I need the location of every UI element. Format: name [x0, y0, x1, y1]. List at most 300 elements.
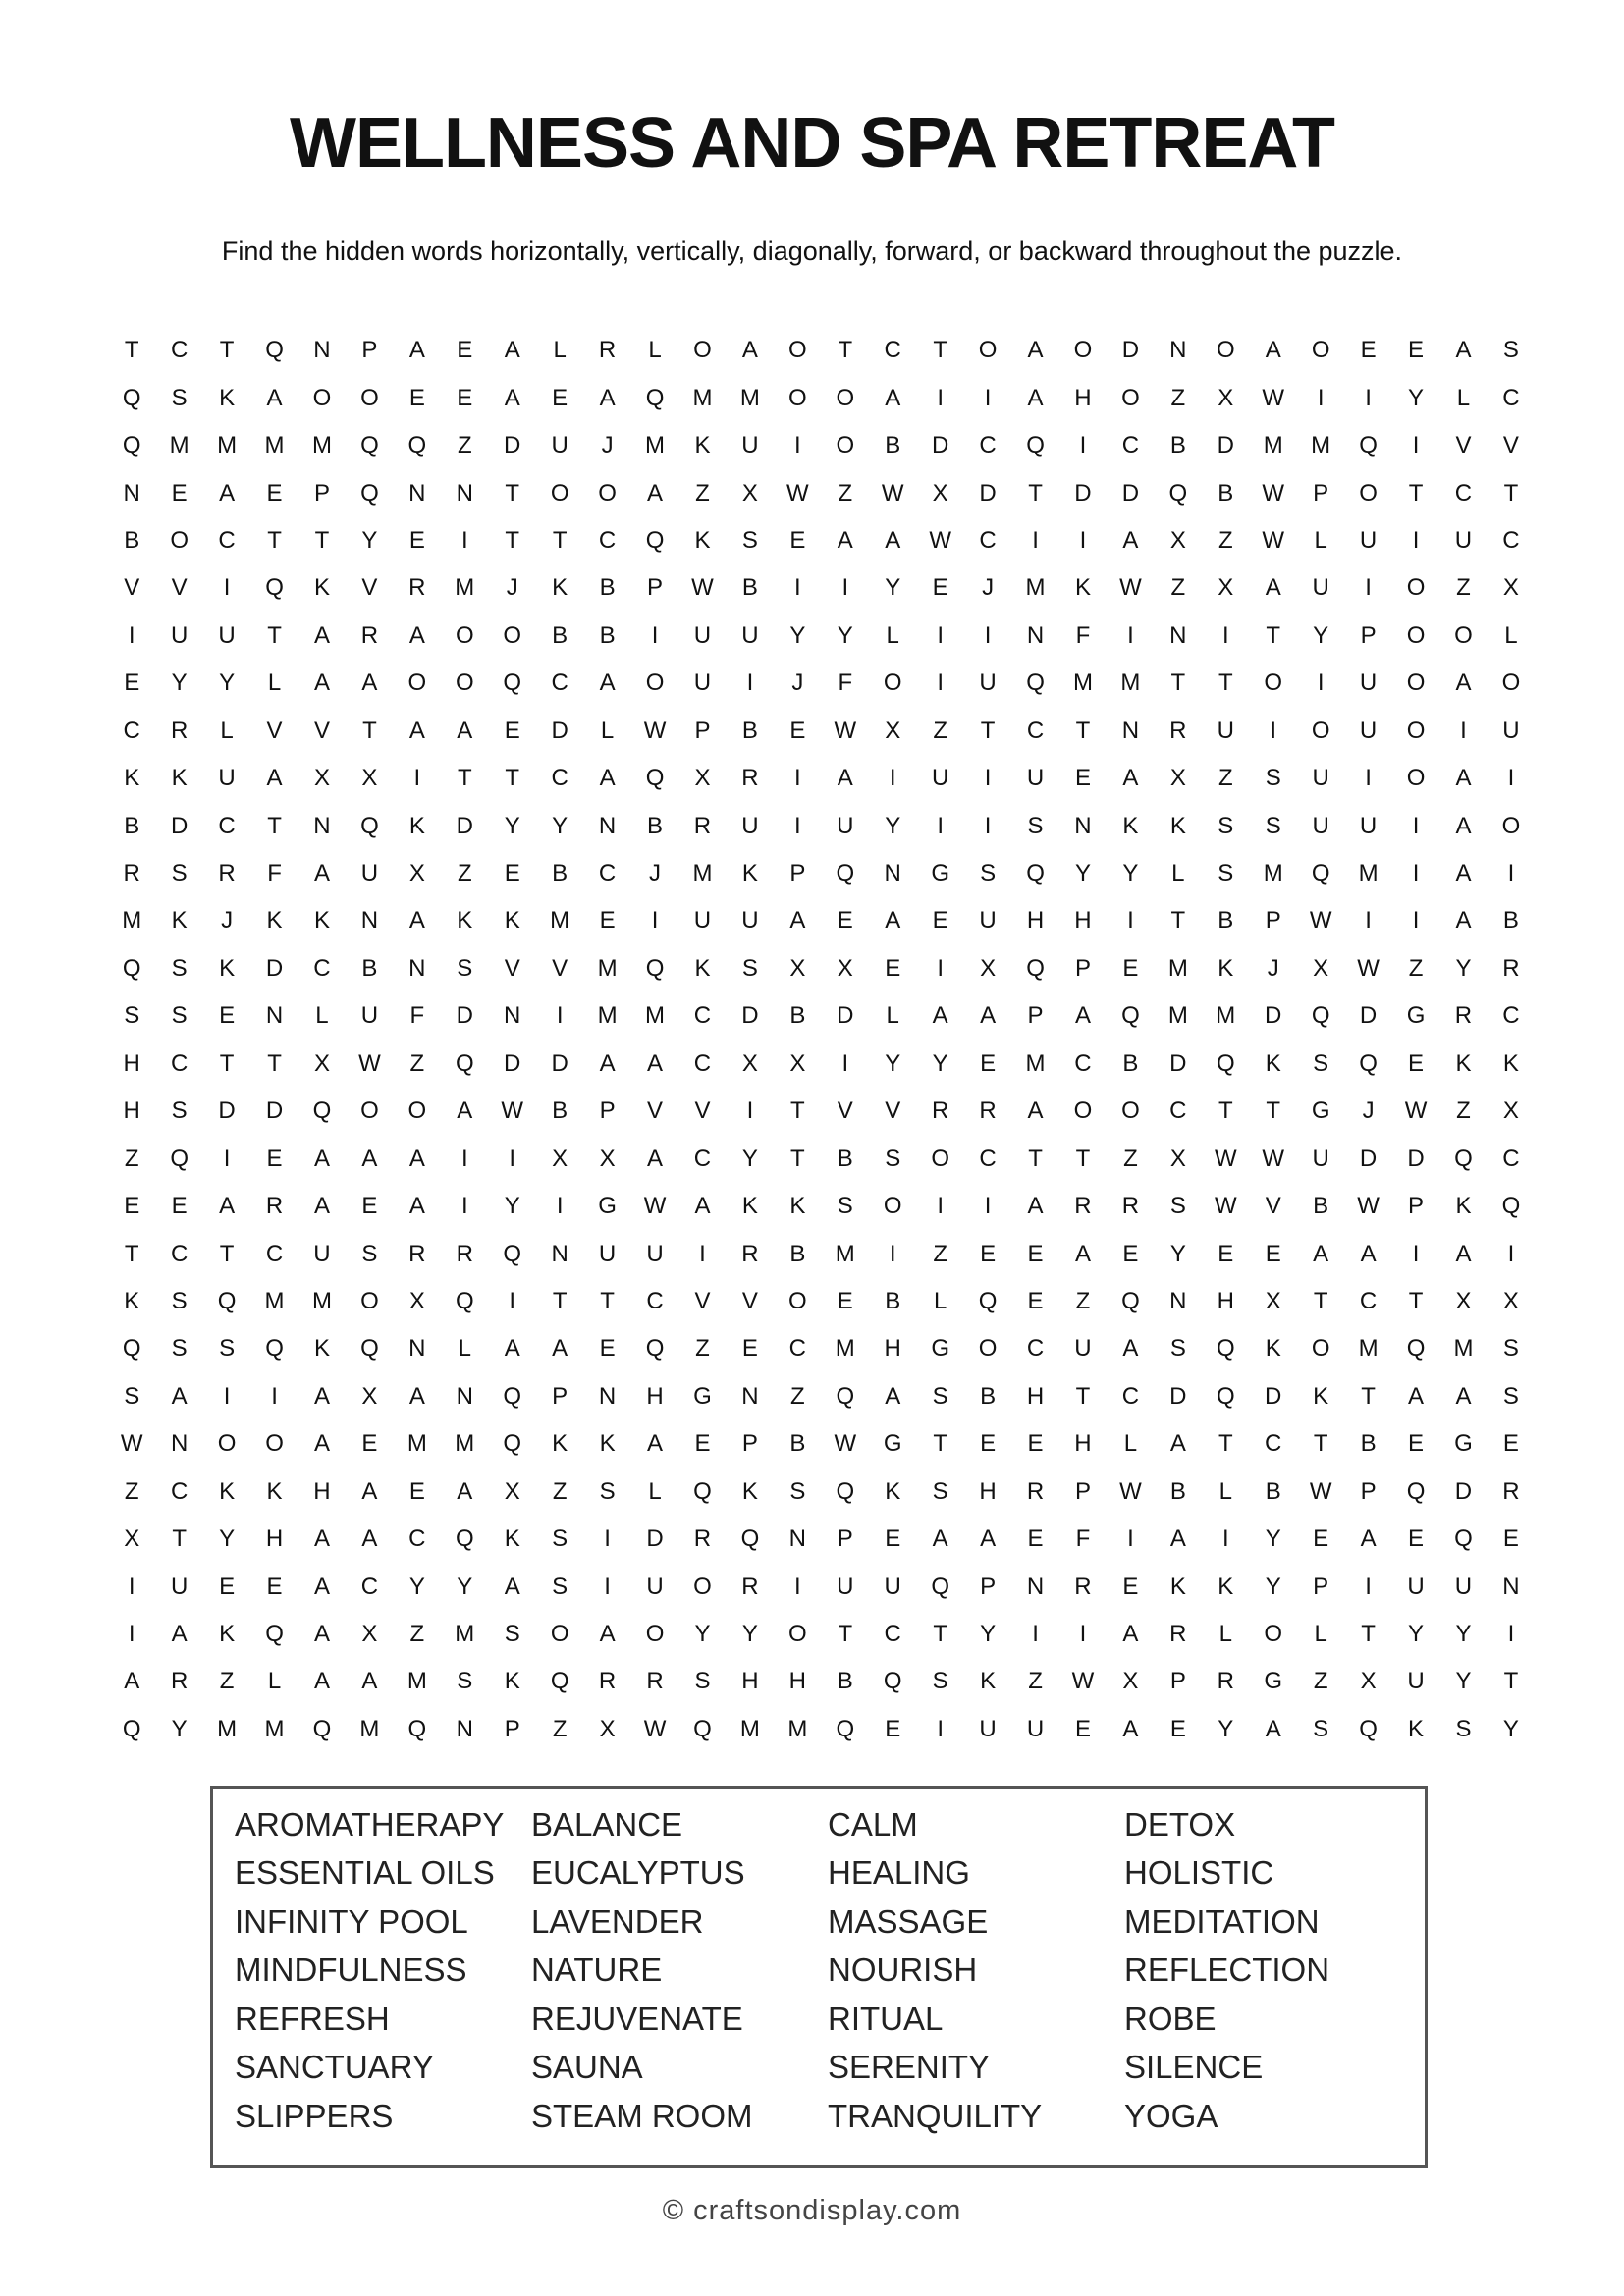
footer-credit: © craftsondisplay.com [662, 2195, 962, 2226]
grid-letter: Q [503, 1430, 522, 1458]
grid-letter: A [1027, 337, 1044, 364]
grid-letter: I [1221, 621, 1229, 649]
grid-letter: B [124, 526, 140, 554]
grid-letter: B [599, 621, 616, 649]
grid-letter: W [358, 1049, 381, 1077]
grid-letter: E [457, 384, 473, 411]
grid-letter: U [1312, 1145, 1329, 1172]
grid-letter: S [171, 954, 188, 982]
grid-letter: O [1406, 669, 1426, 697]
grid-letter: O [550, 1621, 569, 1648]
grid-letter: N [551, 1240, 568, 1267]
grid-letter: A [1265, 574, 1281, 602]
grid-letter: O [645, 669, 665, 697]
grid-letter: A [647, 1430, 664, 1458]
grid-letter: C [788, 1335, 807, 1362]
grid-letter: X [361, 1621, 378, 1648]
grid-letter: Z [124, 1145, 139, 1172]
grid-letter: C [170, 1240, 189, 1267]
grid-letter: R [123, 860, 140, 887]
grid-letter: I [460, 1145, 468, 1172]
grid-letter: S [837, 1193, 853, 1220]
grid-letter: M [311, 432, 332, 459]
grid-letter: Q [265, 337, 284, 364]
grid-letter: S [1313, 1715, 1329, 1742]
grid-letter: H [741, 1668, 759, 1695]
grid-letter: X [408, 860, 425, 887]
grid-letter: S [124, 1002, 140, 1030]
grid-letter: W [786, 479, 809, 507]
grid-letter: Q [836, 1715, 855, 1742]
grid-letter: Z [1456, 1097, 1471, 1125]
grid-letter: E [1027, 1287, 1044, 1314]
grid-letter: W [834, 1430, 857, 1458]
grid-letter: N [1026, 1573, 1045, 1600]
grid-letter: I [1507, 1621, 1515, 1648]
grid-letter: D [1121, 479, 1140, 507]
grid-letter: Q [407, 432, 427, 459]
grid-letter: A [408, 1382, 425, 1410]
grid-letter: Q [1454, 1525, 1473, 1553]
grid-letter: U [598, 1240, 617, 1267]
grid-letter: E [741, 1335, 758, 1362]
grid-letter: E [1074, 765, 1091, 792]
grid-letter: P [789, 860, 806, 887]
grid-letter: W [643, 1193, 667, 1220]
grid-letter: Q [1406, 1335, 1426, 1362]
grid-letter: E [1122, 1573, 1139, 1600]
grid-letter: M [692, 384, 713, 411]
grid-letter: I [604, 1573, 611, 1600]
grid-letter: I [984, 765, 992, 792]
grid-letter: U [1407, 1573, 1425, 1600]
grid-letter: S [552, 1573, 568, 1600]
grid-letter: O [1121, 1097, 1140, 1125]
grid-letter: I [1460, 717, 1467, 744]
grid-letter: S [1502, 1382, 1519, 1410]
grid-letter: B [741, 574, 758, 602]
grid-letter: Q [455, 1287, 474, 1314]
grid-letter: M [217, 432, 238, 459]
grid-letter: S [457, 954, 473, 982]
grid-letter: I [937, 1193, 944, 1220]
grid-letter: E [219, 1002, 236, 1030]
grid-letter: A [313, 1668, 330, 1695]
grid-letter: Q [360, 1335, 379, 1362]
grid-letter: U [979, 1715, 997, 1742]
grid-letter: G [1311, 1097, 1330, 1125]
grid-letter: D [1217, 432, 1234, 459]
grid-letter: E [408, 384, 425, 411]
grid-letter: K [1218, 1573, 1234, 1600]
grid-letter: E [457, 337, 473, 364]
grid-letter: W [929, 526, 951, 554]
word-list-item: AROMATHERAPY [235, 1805, 505, 1842]
grid-letter: R [1502, 1477, 1520, 1505]
grid-letter: P [647, 574, 664, 602]
grid-letter: X [1218, 384, 1234, 411]
grid-letter: D [646, 1525, 664, 1553]
grid-letter: I [223, 1145, 231, 1172]
grid-letter: P [1408, 1193, 1425, 1220]
grid-letter: Z [457, 432, 472, 459]
grid-letter: B [837, 1145, 853, 1172]
grid-letter: G [1406, 1002, 1426, 1030]
grid-letter: L [267, 1668, 282, 1695]
grid-letter: M [264, 1287, 285, 1314]
grid-letter: P [361, 337, 378, 364]
word-search-grid [108, 327, 1535, 1753]
grid-letter: M [1120, 669, 1141, 697]
grid-letter: Q [645, 1335, 665, 1362]
grid-letter: V [694, 1097, 711, 1125]
word-list-item: SERENITY [828, 2049, 991, 2086]
grid-letter: E [599, 907, 616, 934]
grid-letter: T [838, 337, 853, 364]
grid-letter: M [1311, 432, 1331, 459]
grid-letter: U [218, 621, 236, 649]
grid-letter: K [1455, 1193, 1472, 1220]
grid-letter: U [1312, 765, 1329, 792]
grid-letter: Y [1455, 954, 1472, 982]
grid-letter: E [980, 1240, 997, 1267]
grid-letter: W [1262, 526, 1285, 554]
grid-letter: Y [980, 1621, 997, 1648]
grid-letter: Y [408, 1573, 425, 1600]
grid-letter: C [1169, 1097, 1187, 1125]
grid-letter: Y [1455, 1668, 1472, 1695]
grid-letter: I [794, 574, 801, 602]
grid-letter: B [837, 1668, 853, 1695]
grid-letter: I [984, 812, 992, 839]
grid-letter: Y [219, 1525, 236, 1553]
grid-letter: A [599, 765, 616, 792]
grid-letter: I [1365, 907, 1372, 934]
grid-letter: E [599, 1335, 616, 1362]
grid-letter: K [266, 907, 283, 934]
grid-letter: J [982, 574, 995, 602]
grid-letter: A [504, 1573, 520, 1600]
grid-letter: X [980, 954, 997, 982]
grid-letter: I [794, 812, 801, 839]
word-list-item: TRANQUILITY [828, 2097, 1043, 2134]
grid-letter: K [741, 860, 758, 887]
grid-letter: V [837, 1097, 853, 1125]
grid-letter: T [1266, 621, 1281, 649]
grid-letter: K [1169, 812, 1186, 839]
grid-letter: Y [1265, 1525, 1281, 1553]
grid-letter: X [313, 1049, 330, 1077]
grid-letter: M [597, 954, 618, 982]
grid-letter: O [503, 621, 522, 649]
grid-letter: T [1170, 907, 1186, 934]
grid-letter: T [505, 526, 520, 554]
grid-letter: Y [1408, 384, 1425, 411]
grid-letter: J [601, 432, 614, 459]
grid-letter: M [1072, 669, 1093, 697]
grid-letter: T [1361, 1382, 1376, 1410]
grid-letter: P [1074, 1477, 1091, 1505]
grid-letter: Y [885, 1049, 901, 1077]
grid-letter: N [1074, 812, 1092, 839]
grid-letter: K [1265, 1049, 1281, 1077]
grid-letter: Q [1026, 860, 1045, 887]
grid-letter: N [1121, 717, 1140, 744]
grid-letter: U [837, 1573, 854, 1600]
grid-letter: O [1311, 1335, 1330, 1362]
grid-letter: A [408, 907, 425, 934]
grid-letter: W [1119, 574, 1142, 602]
grid-letter: Y [1502, 1715, 1519, 1742]
grid-letter: F [1075, 621, 1091, 649]
grid-letter: R [1074, 1573, 1092, 1600]
grid-letter: E [837, 1287, 853, 1314]
grid-letter: V [266, 717, 283, 744]
word-list-item: MASSAGE [828, 1902, 989, 1940]
grid-letter: H [123, 1097, 140, 1125]
grid-letter: A [1455, 812, 1472, 839]
grid-letter: A [313, 621, 330, 649]
word-list-item: ROBE [1124, 2000, 1217, 2037]
grid-letter: R [741, 1240, 759, 1267]
grid-letter: W [1309, 1477, 1332, 1505]
grid-letter: Y [219, 669, 236, 697]
grid-letter: R [598, 337, 617, 364]
grid-letter: C [1454, 479, 1473, 507]
grid-letter: I [889, 765, 896, 792]
word-list-item: HEALING [828, 1854, 970, 1892]
grid-letter: L [267, 669, 282, 697]
grid-letter: A [1122, 765, 1139, 792]
grid-letter: Z [1075, 1287, 1091, 1314]
grid-letter: V [171, 574, 188, 602]
grid-letter: A [1455, 669, 1472, 697]
grid-letter: Z [695, 1335, 710, 1362]
grid-letter: T [1028, 1145, 1043, 1172]
grid-letter: B [1502, 907, 1519, 934]
grid-letter: T [1313, 1287, 1328, 1314]
grid-letter: N [456, 479, 473, 507]
grid-letter: A [504, 384, 520, 411]
grid-letter: E [219, 1573, 236, 1600]
grid-letter: Q [693, 1477, 712, 1505]
grid-letter: Q [836, 1382, 855, 1410]
grid-letter: O [1406, 574, 1426, 602]
grid-letter: S [171, 860, 188, 887]
grid-letter: Z [124, 1477, 139, 1505]
grid-letter: H [123, 1049, 140, 1077]
grid-letter: O [1501, 669, 1521, 697]
grid-letter: W [120, 1430, 143, 1458]
grid-letter: R [170, 1668, 189, 1695]
grid-letter: N [456, 1715, 473, 1742]
grid-letter: B [885, 432, 901, 459]
grid-letter: U [646, 1573, 664, 1600]
grid-letter: Q [407, 1715, 427, 1742]
grid-letter: F [267, 860, 282, 887]
grid-letter: K [599, 1430, 616, 1458]
grid-letter: Y [552, 812, 568, 839]
grid-letter: A [408, 1145, 425, 1172]
grid-letter: A [1455, 860, 1472, 887]
word-list-item: REFLECTION [1124, 1951, 1330, 1989]
word-list-item: NATURE [531, 1951, 663, 1989]
grid-letter: P [1360, 621, 1377, 649]
grid-letter: Q [503, 669, 522, 697]
grid-letter: W [1214, 1145, 1237, 1172]
grid-letter: Q [1359, 432, 1378, 459]
grid-letter: T [933, 1430, 947, 1458]
grid-letter: H [884, 1335, 901, 1362]
grid-letter: U [1502, 717, 1520, 744]
grid-letter: S [599, 1477, 616, 1505]
grid-letter: X [741, 1049, 758, 1077]
grid-letter: B [1169, 432, 1186, 459]
grid-letter: D [1074, 479, 1092, 507]
grid-letter: A [885, 526, 901, 554]
grid-letter: W [1262, 1145, 1285, 1172]
grid-letter: O [360, 384, 379, 411]
grid-letter: A [266, 765, 283, 792]
grid-letter: P [1074, 954, 1091, 982]
grid-letter: U [1359, 812, 1378, 839]
grid-letter: U [741, 432, 759, 459]
grid-letter: B [1218, 479, 1234, 507]
grid-letter: I [1079, 1621, 1087, 1648]
grid-letter: W [1262, 479, 1285, 507]
grid-letter: T [790, 1097, 805, 1125]
grid-letter: E [980, 1049, 997, 1077]
grid-letter: D [1265, 1382, 1282, 1410]
grid-letter: T [267, 1049, 282, 1077]
grid-letter: L [315, 1002, 329, 1030]
grid-letter: C [979, 526, 997, 554]
grid-letter: N [1502, 1573, 1520, 1600]
grid-letter: M [739, 384, 760, 411]
grid-letter: Y [741, 1145, 758, 1172]
grid-letter: N [884, 860, 901, 887]
grid-letter: B [789, 1002, 806, 1030]
grid-letter: V [1502, 432, 1519, 459]
grid-letter: T [1503, 1668, 1519, 1695]
grid-letter: D [265, 1097, 284, 1125]
grid-letter: F [1075, 1525, 1091, 1553]
grid-letter: O [1406, 765, 1426, 792]
grid-letter: A [1265, 1715, 1281, 1742]
grid-letter: C [979, 1145, 997, 1172]
grid-letter: Q [455, 1049, 474, 1077]
word-list-item: REJUVENATE [531, 2000, 743, 2037]
grid-letter: A [361, 1145, 378, 1172]
grid-letter: U [1359, 669, 1378, 697]
grid-letter: K [219, 384, 236, 411]
grid-letter: C [598, 526, 617, 554]
grid-letter: Q [931, 1573, 949, 1600]
grid-letter: K [980, 1668, 997, 1695]
grid-letter: S [932, 1477, 948, 1505]
grid-letter: C [408, 1525, 426, 1553]
grid-letter: K [1218, 954, 1234, 982]
grid-letter: S [171, 1335, 188, 1362]
grid-letter: E [885, 1525, 901, 1553]
grid-letter: R [265, 1193, 284, 1220]
grid-letter: A [1360, 1525, 1377, 1553]
grid-letter: X [361, 765, 378, 792]
grid-letter: V [1265, 1193, 1281, 1220]
grid-letter: O [1454, 621, 1473, 649]
grid-letter: Q [645, 954, 665, 982]
grid-letter: P [837, 1525, 853, 1553]
grid-letter: T [1218, 1430, 1233, 1458]
grid-letter: B [885, 1287, 901, 1314]
grid-letter: X [361, 1382, 378, 1410]
grid-letter: A [1074, 1240, 1091, 1267]
grid-letter: Q [1026, 669, 1045, 697]
grid-letter: O [1264, 669, 1283, 697]
grid-letter: X [552, 1145, 568, 1172]
grid-letter: G [883, 1430, 902, 1458]
grid-letter: P [1027, 1002, 1044, 1030]
grid-letter: A [1122, 1335, 1139, 1362]
instructions-text: Find the hidden words horizontally, vertically, diagonally, forward, or backward throughout the puzzle. [221, 237, 1403, 266]
grid-letter: T [1313, 1430, 1328, 1458]
grid-letter: E [1074, 1715, 1091, 1742]
grid-letter: K [885, 1477, 901, 1505]
grid-letter: B [552, 621, 568, 649]
grid-letter: Y [361, 526, 378, 554]
grid-letter: Q [265, 574, 284, 602]
grid-letter: R [931, 1097, 949, 1125]
grid-letter: Z [1218, 526, 1233, 554]
grid-letter: I [1127, 907, 1134, 934]
grid-letter: I [794, 1573, 801, 1600]
grid-letter: K [552, 574, 568, 602]
grid-letter: M [550, 907, 570, 934]
grid-letter: T [505, 479, 520, 507]
grid-letter: O [550, 479, 569, 507]
grid-letter: I [1127, 1525, 1134, 1553]
grid-letter: Y [1074, 860, 1091, 887]
grid-letter: A [1169, 1525, 1186, 1553]
grid-letter: T [1218, 1097, 1233, 1125]
grid-letter: Q [122, 432, 141, 459]
grid-letter: S [219, 1335, 236, 1362]
grid-letter: M [406, 1430, 427, 1458]
grid-letter: E [1218, 1240, 1234, 1267]
grid-letter: M [1025, 574, 1046, 602]
grid-letter: E [124, 1193, 140, 1220]
grid-letter: U [741, 621, 759, 649]
grid-letter: R [1217, 1668, 1234, 1695]
grid-letter: S [171, 1002, 188, 1030]
grid-letter: C [1359, 1287, 1378, 1314]
grid-letter: M [406, 1668, 427, 1695]
grid-letter: Q [122, 954, 141, 982]
grid-letter: U [360, 1002, 379, 1030]
grid-letter: Q [503, 1240, 522, 1267]
grid-letter: Q [836, 860, 855, 887]
grid-letter: T [1408, 479, 1424, 507]
grid-letter: S [171, 1287, 188, 1314]
grid-letter: C [598, 860, 617, 887]
grid-letter: R [741, 1573, 759, 1600]
grid-letter: D [1454, 1477, 1473, 1505]
grid-letter: A [457, 1097, 473, 1125]
grid-letter: L [458, 1335, 471, 1362]
grid-letter: M [217, 1715, 238, 1742]
grid-letter: A [885, 907, 901, 934]
grid-letter: C [1026, 1335, 1045, 1362]
